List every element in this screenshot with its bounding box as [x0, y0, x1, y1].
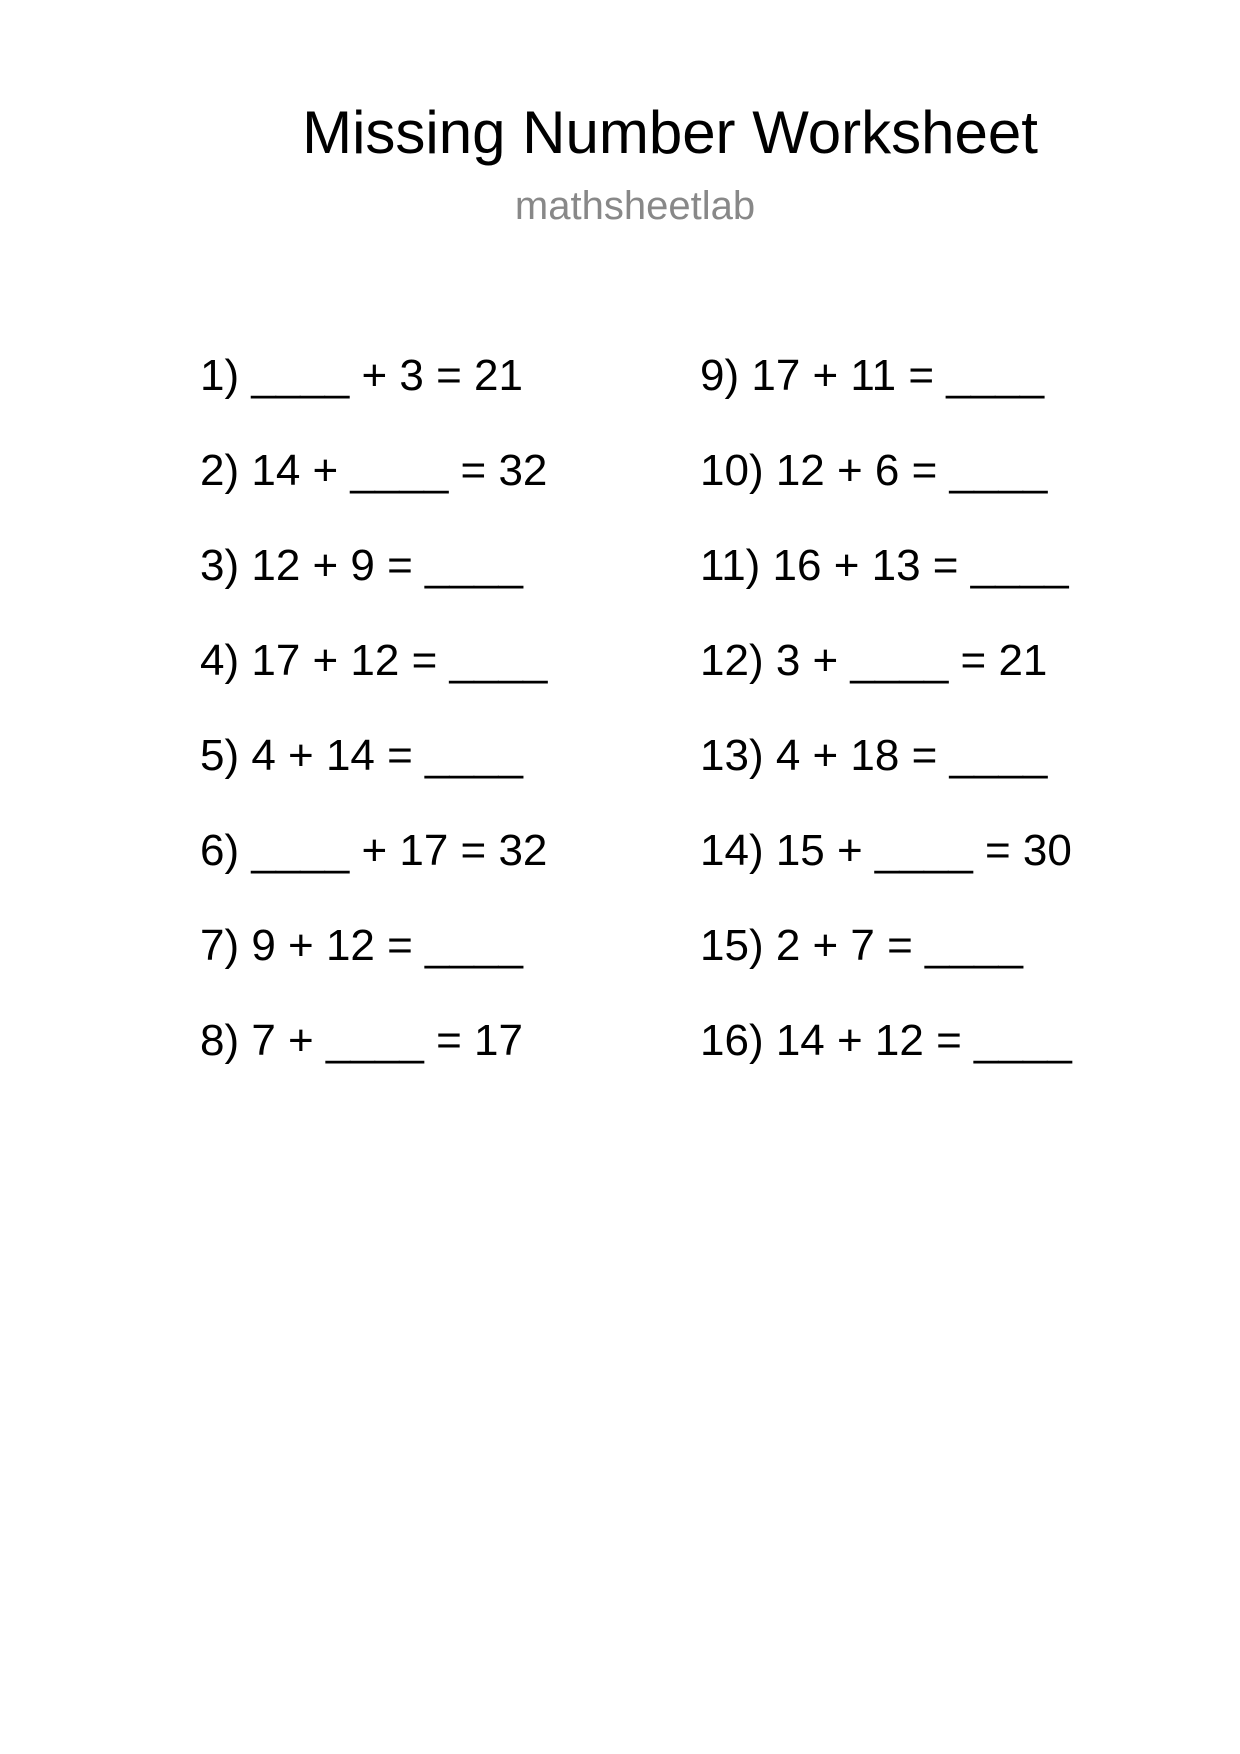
problems-left-column	[200, 348, 547, 1108]
problem-4: 4) 17 + 12 = ____	[200, 636, 548, 685]
problem-6: 6) ____ + 17 = 32	[200, 826, 548, 875]
problem-7: 7) 9 + 12 = ____	[200, 921, 523, 970]
worksheet-title: Missing Number Worksheet	[302, 99, 1038, 166]
problem-9: 9) 17 + 11 = ____	[700, 351, 1045, 400]
problem-11: 11) 16 + 13 = ____	[700, 541, 1069, 590]
problem-12: 12) 3 + ____ = 21	[700, 636, 1048, 685]
problem-1: 1) ____ + 3 = 21	[200, 351, 523, 400]
problem-15: 15) 2 + 7 = ____	[700, 921, 1023, 970]
problem-10: 10) 12 + 6 = ____	[700, 446, 1048, 495]
problem-3: 3) 12 + 9 = ____	[200, 541, 523, 590]
problem-5: 5) 4 + 14 = ____	[200, 731, 523, 780]
problem-2: 2) 14 + ____ = 32	[200, 446, 548, 495]
problems-right-column	[700, 348, 1072, 1108]
problem-13: 13) 4 + 18 = ____	[700, 731, 1048, 780]
problem-16: 16) 14 + 12 = ____	[700, 1016, 1072, 1065]
worksheet-subtitle: mathsheetlab	[514, 184, 756, 228]
problem-8: 8) 7 + ____ = 17	[200, 1016, 523, 1065]
problem-14: 14) 15 + ____ = 30	[700, 826, 1072, 875]
